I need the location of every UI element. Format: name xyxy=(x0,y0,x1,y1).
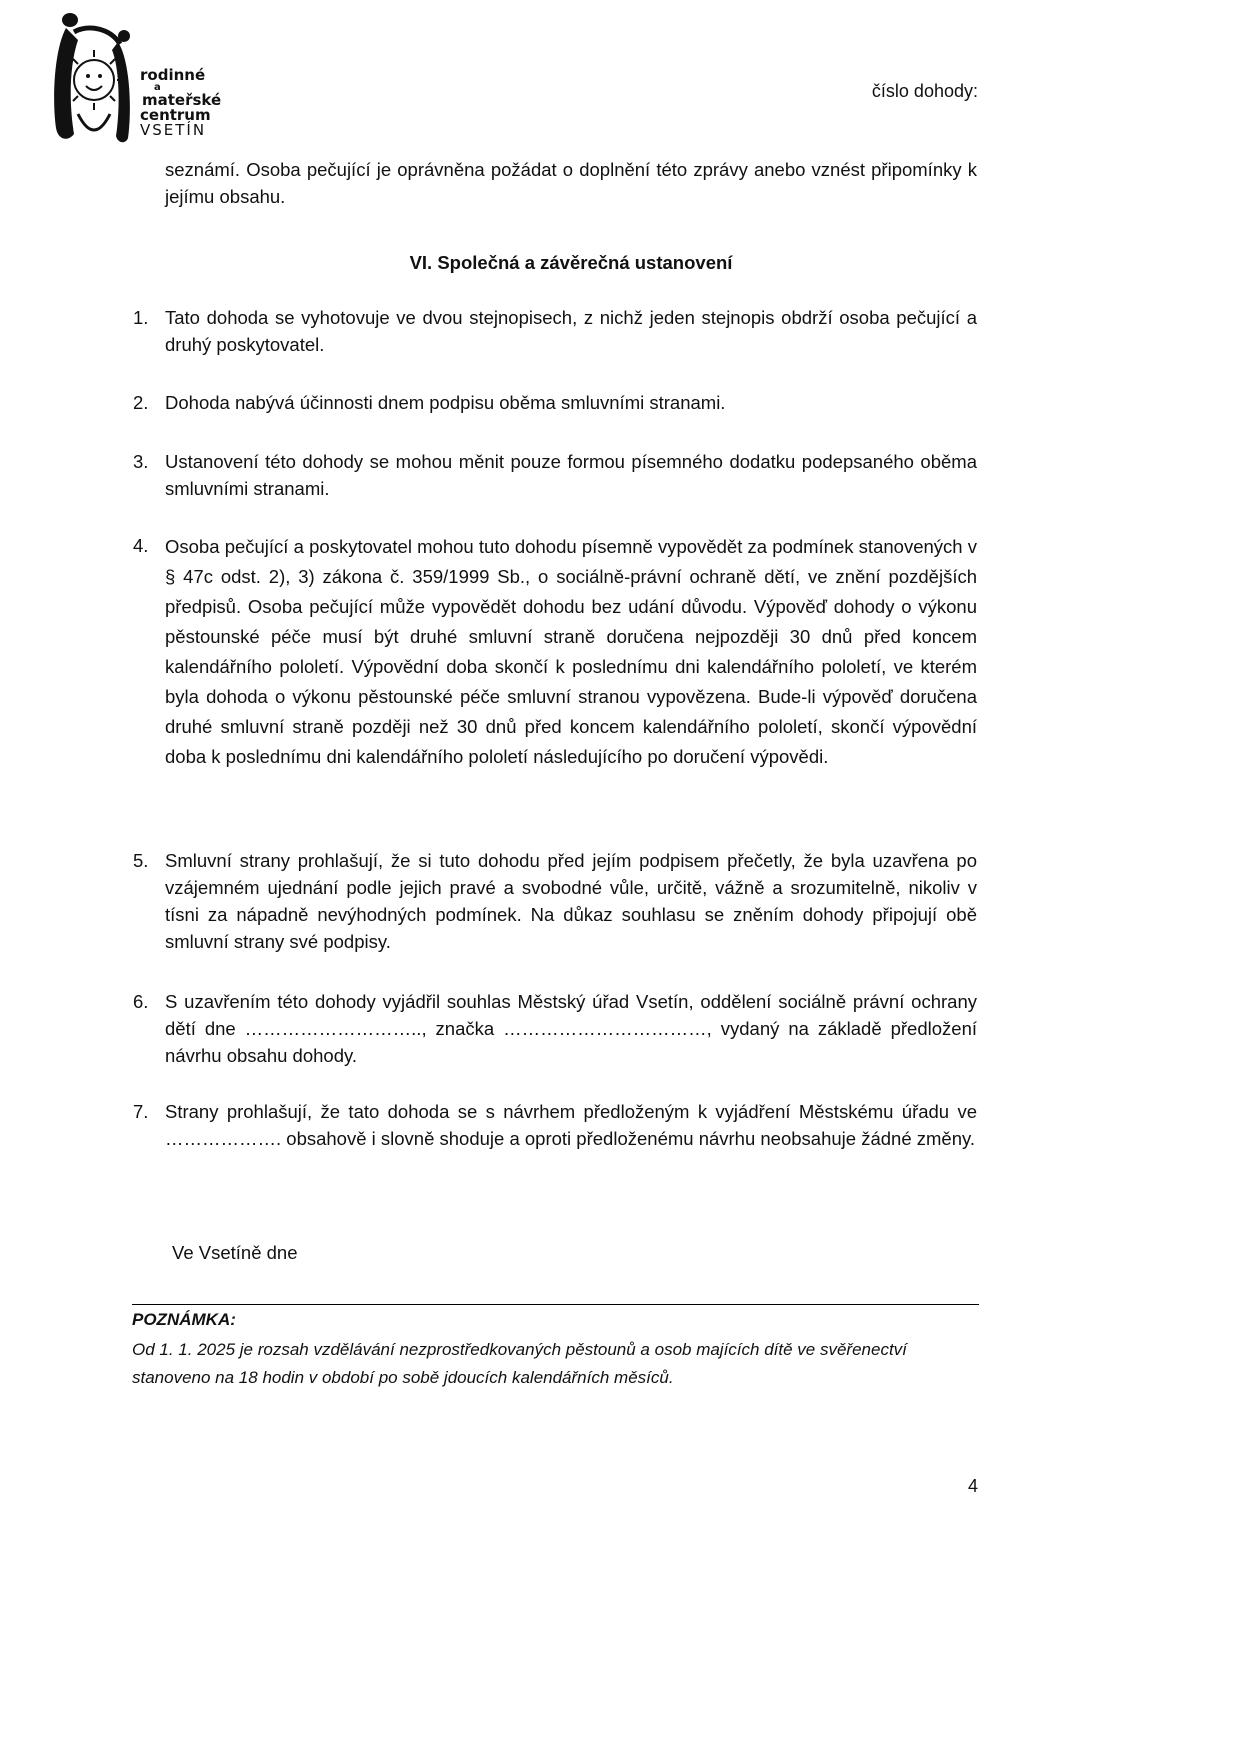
logo-line-5: VSETÍN xyxy=(140,121,207,139)
logo xyxy=(48,10,228,150)
item-number: 1. xyxy=(133,307,149,328)
item-number: 2. xyxy=(133,392,149,413)
logo-wordmark xyxy=(140,68,221,138)
item-text: Ustanovení této dohody se mohou měnit pouze formou písemného dodatku podepsaného oběma smluvními stranami. xyxy=(165,451,977,499)
continuation-paragraph: seznámí. Osoba pečující je oprávněna požádat o doplnění této zprávy anebo vznést připomínky k jejímu obsahu. xyxy=(165,159,977,207)
item-number: 7. xyxy=(133,1101,149,1122)
list-item xyxy=(133,304,977,358)
item-text: Strany prohlašují, že tato dohoda se s návrhem předloženým k vyjádření Městskému úřadu ve ………………. obsahově i slovně shoduje a oproti předloženému návrhu neobsahuje žádné změny. xyxy=(165,1101,977,1149)
agreement-number-label: číslo dohody: xyxy=(871,81,978,101)
item-number: 3. xyxy=(133,451,149,472)
logo-line-1: rodinné xyxy=(140,66,206,84)
list-item xyxy=(133,1098,977,1152)
list-item xyxy=(133,847,977,955)
logo-line-4: centrum xyxy=(140,106,211,124)
list-item xyxy=(133,988,977,1069)
logo-line-3: mateřské xyxy=(142,91,222,109)
item-number: 6. xyxy=(133,991,149,1012)
list-item xyxy=(133,532,977,772)
item-text: Dohoda nabývá účinnosti dnem podpisu oběma smluvními stranami. xyxy=(165,392,726,413)
item-number: 4. xyxy=(133,535,149,556)
note-text: Od 1. 1. 2025 je rozsah vzdělávání nezprostředkovaných pěstounů a osob majících dítě ve svěřenectví stanoveno na 18 hodin v období po sobě jdoucích kalendářních měsíců. xyxy=(132,1340,907,1387)
item-text: Smluvní strany prohlašují, že si tuto dohodu před jejím podpisem přečetly, že byla uzavřena po vzájemném ujednání podle jejich pravé a svobodné vůle, určitě, vážně a srozumitelně, nikoliv v tísni za nápadně nevýhodných podmínek. Na důkaz souhlasu se zněním dohody připojují obě smluvní strany své podpisy. xyxy=(165,850,977,952)
list-item xyxy=(133,389,977,416)
note-divider xyxy=(132,1304,979,1305)
page-number: 4 xyxy=(967,1476,978,1496)
list-item xyxy=(133,448,977,502)
item-text: S uzavřením této dohody vyjádřil souhlas Městský úřad Vsetín, oddělení sociálně právní ochrany dětí dne ……………………….., značka ……………………………, vydaný na základě předložení návrhu obsahu dohody. xyxy=(165,991,977,1066)
logo-line-2: a xyxy=(154,82,161,93)
note-title: POZNÁMKA: xyxy=(132,1310,236,1329)
section-heading: VI. Společná a závěrečná ustanovení xyxy=(409,252,733,273)
item-text: Tato dohoda se vyhotovuje ve dvou stejnopisech, z nichž jeden stejnopis obdrží osoba pečující a druhý poskytovatel. xyxy=(165,307,977,355)
item-number: 5. xyxy=(133,850,149,871)
place-date-line: Ve Vsetíně dne xyxy=(172,1242,298,1263)
item-text: Osoba pečující a poskytovatel mohou tuto dohodu písemně vypovědět za podmínek stanovených v § 47c odst. 2), 3) zákona č. 359/1999 Sb., o sociálně-právní ochraně dětí, ve znění pozdějších předpisů. Osoba pečující může vypovědět dohodu bez udání důvodu. Výpověď dohody o výkonu pěstounské péče musí být druhé smluvní straně doručena nejpozději 30 dnů před koncem kalendářního pololetí. Výpovědní doba skončí k poslednímu dni kalendářního pololetí, ve kterém byla dohoda o výkonu pěstounské péče smluvní stranou vypovězena. Bude-li výpověď doručena druhé smluvní straně později než 30 dnů před koncem kalendářního pololetí, skončí výpovědní doba k poslednímu dni kalendářního pololetí následujícího po doručení výpovědi. xyxy=(165,536,977,767)
